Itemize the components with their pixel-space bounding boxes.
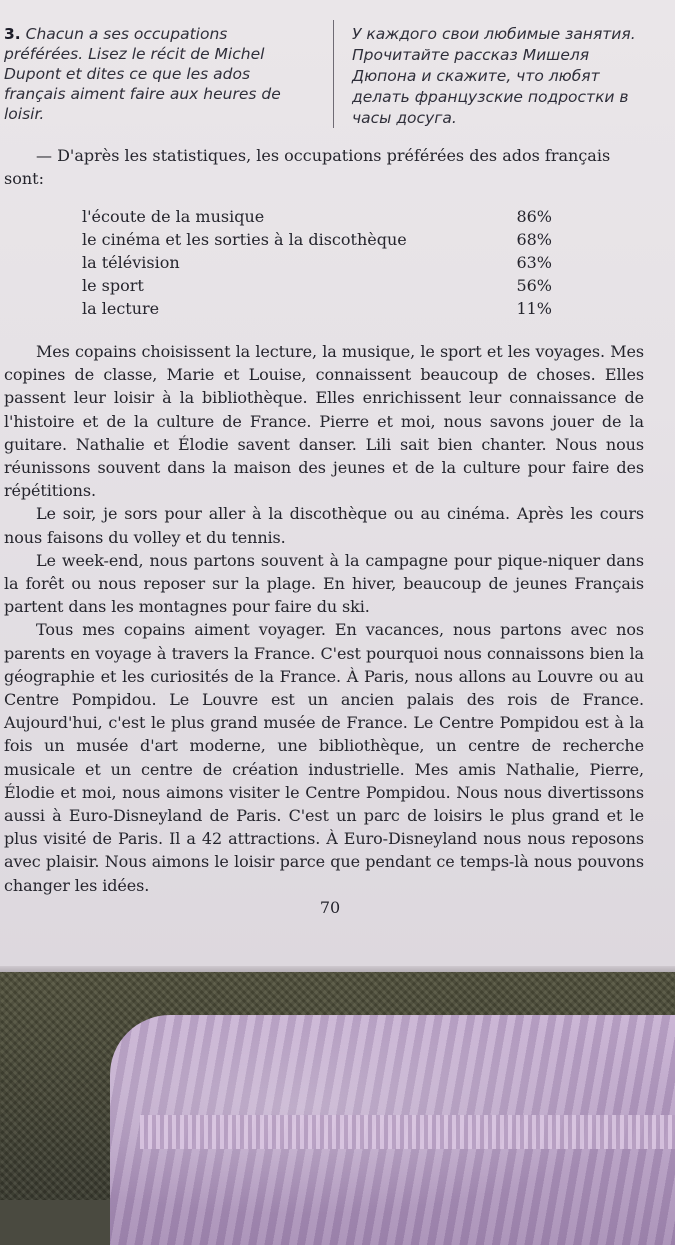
story-paragraph: Tous mes copains aiment voyager. En vacances, nous partons avec nos parents en voyage à travers la France. C'est pourquoi nous connaissons bien la géographie et les curiosités de la France. À Paris, nous allons au Louvre ou au Centre Pompidou. Le Louvre est un ancien palais des rois de France. Aujourd'hui, c'est le plus grand musée de France. Le Centre Pompidou est à la fois un musée d'art moderne, une bibliothèque, un centre de recherche musicale et un centre de création industrielle. Mes amis Nathalie, Pierre, Élodie et moi, nous aimons visiter le Centre Pompidou. Nous nous divertissons aussi à Euro-Disneyland de Paris. C'est un parc de loisirs le plus grand et le plus visité de Paris. Il a 42 attractions. À Euro-Disneyland nous nous reposons avec plaisir. Nous aimons le loisir parce que pendant ce temps-là nous pouvons changer les idées. (4, 620, 644, 895)
stat-row (82, 205, 552, 228)
story-paragraph: Mes copains choisissent la lecture, la musique, le sport et les voyages. Mes copines de classe, Marie et Louise, connaissent beaucoup de choses. Elles passent leur loisir à la bibliothèque. Elles enrichissent leur connaissance de l'histoire et de la culture de France. Pierre et moi, nous savons jouer de la guitare. Nathalie et Élodie savent danser. Lili sait bien chanter. Nous nous réunissons souvent dans la maison des jeunes et de la culture pour faire des répétitions. (4, 342, 644, 501)
page-number: 70 (319, 898, 341, 917)
stat-percent: 86% (516, 207, 552, 226)
story-paragraph: Le soir, je sors pour aller à la discothèque ou au cinéma. Après les cours nous faisons du volley et du tennis. (4, 504, 644, 547)
stat-percent: 68% (516, 230, 552, 249)
instruction-fr-text: Chacun a ses occupations préférées. Lisez le récit de Michel Dupont et dites ce que les ados français aiment faire aux heures de loisir. (4, 25, 281, 123)
statistics-list (82, 205, 552, 320)
stat-activity: la télévision (82, 253, 180, 272)
exercise-instruction-russian: У каждого свои любимые занятия. Прочитайте рассказ Мишеля Дюпона и скажите, что любят делать французские подростки в часы досуга. (352, 25, 636, 127)
statistics-intro: — D'après les statistiques, les occupations préférées des ados français sont: (4, 146, 611, 188)
stat-row (82, 251, 552, 274)
stat-activity: la lecture (82, 299, 160, 318)
exercise-instruction-french (4, 24, 304, 124)
story-text (4, 340, 644, 897)
stat-row (82, 297, 552, 320)
stat-activity: le cinéma et les sorties à la discothèque (82, 230, 407, 249)
column-divider (333, 20, 334, 128)
exercise-number: 3. (4, 25, 21, 43)
stat-row (82, 228, 552, 251)
stat-activity: l'écoute de la musique (82, 207, 265, 226)
stat-activity: le sport (82, 276, 144, 295)
stat-row (82, 274, 552, 297)
story-paragraph: Le week-end, nous partons souvent à la campagne pour pique-niquer dans la forêt ou nous reposer sur la plage. En hiver, beaucoup de jeunes Français partent dans les montagnes pour faire du ski. (4, 550, 644, 617)
stat-percent: 11% (516, 299, 552, 318)
stat-percent: 56% (516, 276, 552, 295)
stat-percent: 63% (516, 253, 552, 272)
cloth-stripe (140, 1115, 675, 1149)
